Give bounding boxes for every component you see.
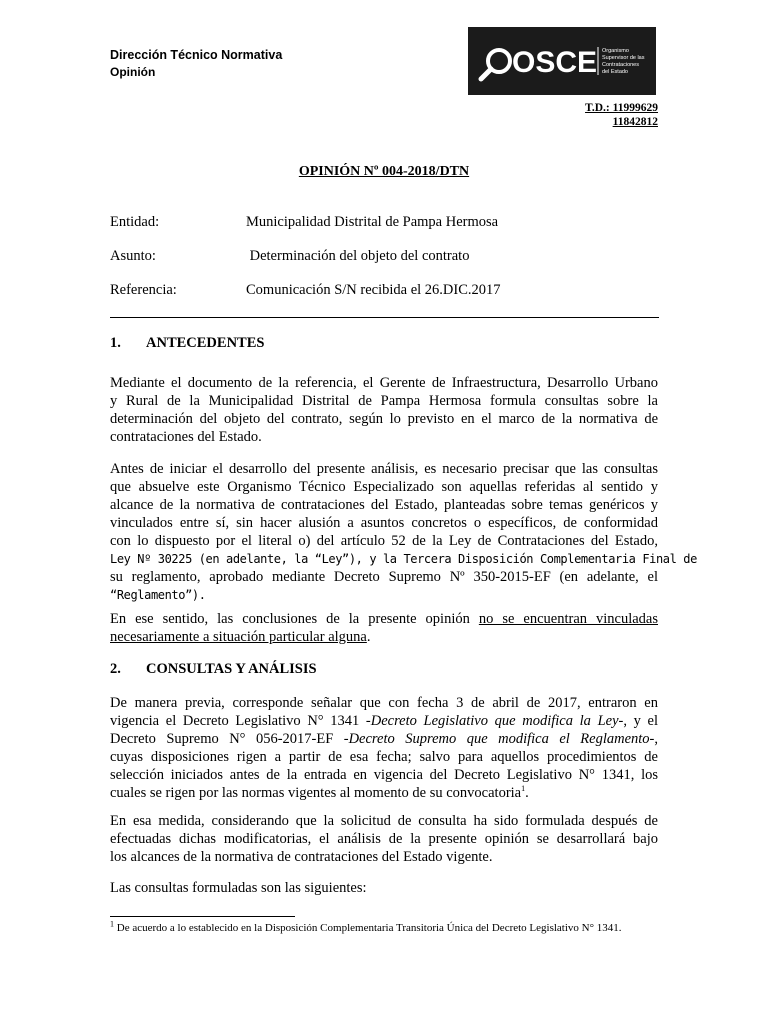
- italic-text: Decreto Supremo que modifica el Reglamento: [348, 731, 650, 747]
- meta-value: Municipalidad Distrital de Pampa Hermosa: [246, 214, 499, 230]
- section-heading-consultas: [110, 661, 317, 678]
- logo-brand: OSCE: [512, 46, 598, 79]
- magnifier-icon: [468, 27, 656, 95]
- meta-value: Comunicación S/N recibida el 26.DIC.2017: [246, 282, 501, 298]
- text-line: “Reglamento”).: [110, 588, 206, 602]
- text-line: efectuadas dichas modificatorias, el análisis de la presente opinión se desarrollará bajo: [110, 831, 658, 847]
- text-line: [110, 628, 658, 646]
- text-run: En ese sentido, las conclusiones de la presente opinión: [110, 611, 479, 627]
- text-line: Antes de iniciar el desarrollo del presente análisis, es necesario precisar que las consultas: [110, 461, 658, 477]
- footnote-text: De acuerdo a lo establecido en la Disposición Complementaria Transitoria Única del Decreto Legislativo N° 1341.: [114, 922, 622, 934]
- text-run: Decreto Supremo N° 056-2017-EF -: [110, 731, 349, 747]
- department-name: Dirección Técnico Normativa: [110, 48, 283, 62]
- text-line: Ley Nº 30225 (en adelante, la “Ley”), y la Tercera Disposición Complementaria Final de: [110, 552, 697, 566]
- meta-label: Asunto:: [110, 248, 156, 264]
- osce-logo: [468, 27, 656, 95]
- paragraph-1: [110, 374, 658, 446]
- underlined-text: necesariamente a situación particular alguna: [110, 629, 367, 645]
- text-line: alcance de la normativa de contrataciones del Estado, planteadas sobre temas genéricos y: [110, 497, 658, 513]
- text-line: determinación del objeto del contrato, según lo previsto en el marco de la normativa de: [110, 411, 658, 427]
- text-run: -,: [649, 731, 658, 747]
- td-reference: [585, 101, 658, 129]
- footnote-ref[interactable]: 1: [521, 784, 526, 794]
- section-heading-antecedentes: [110, 335, 264, 352]
- text-line: y Rural de la Municipalidad Distrital de Pampa Hermosa formula consultas sobre la: [110, 393, 658, 409]
- td-second-number: 11842812: [612, 116, 658, 128]
- text-run: cuales se rigen por las normas vigentes al momento de su convocatoria: [110, 785, 522, 801]
- text-run: .: [366, 629, 371, 645]
- text-line: [110, 712, 658, 730]
- section-number: 1.: [110, 335, 121, 351]
- text-line: [110, 730, 658, 748]
- section-title: CONSULTAS Y ANÁLISIS: [146, 661, 317, 677]
- td-number: T.D.: 11999629: [585, 102, 658, 114]
- meta-value: Determinación del objeto del contrato: [246, 248, 470, 264]
- footnote: [110, 919, 622, 934]
- header-department-block: [110, 47, 282, 81]
- text-line: Las consultas formuladas son las siguientes:: [110, 880, 367, 896]
- text-run: vigencia el Decreto Legislativo N° 1341 -: [110, 713, 371, 729]
- text-line: con lo dispuesto por el literal o) del artículo 52 de la Ley de Contrataciones del Estado,: [110, 533, 658, 549]
- text-line: [110, 610, 658, 628]
- text-line: cuyas disposiciones rigen a partir de esa fecha; salvo para aquellos procedimientos de: [110, 749, 658, 765]
- underlined-text: no se encuentran vinculadas: [478, 611, 659, 627]
- text-line: Mediante el documento de la referencia, el Gerente de Infraestructura, Desarrollo Urbano: [110, 375, 658, 391]
- section-title: ANTECEDENTES: [146, 335, 265, 351]
- header-divider: [110, 317, 659, 318]
- logo-tagline-3: Contrataciones: [602, 62, 639, 68]
- doc-type: Opinión: [110, 65, 156, 79]
- footnote-divider: [110, 916, 295, 917]
- logo-tagline-4: del Estado: [602, 69, 628, 75]
- text-line: vinculados entre sí, sin hacer alusión a asuntos concretos o específicos, de conformidad: [110, 515, 658, 531]
- logo-tagline-2: Supervisor de las: [602, 55, 645, 61]
- opinion-title: OPINIÓN Nº 004-2018/DTN: [298, 164, 470, 179]
- footnote-mark: 1: [110, 919, 114, 929]
- section-number: 2.: [110, 661, 121, 677]
- text-line: que absuelve este Organismo Técnico Especializado son aquellas referidas al sentido y: [110, 479, 658, 495]
- paragraph-4: [110, 694, 658, 802]
- paragraph-2: [110, 460, 697, 604]
- text-run: .: [525, 785, 529, 801]
- text-line: De manera previa, corresponde señalar que con fecha 3 de abril de 2017, entraron en: [110, 695, 658, 711]
- text-line: selección iniciados antes de la entrada en vigencia del Decreto Legislativo N° 1341, los: [110, 767, 658, 783]
- italic-text: Decreto Legislativo que modifica la Ley: [370, 713, 619, 729]
- paragraph-5: [110, 812, 658, 866]
- text-run: -, y el: [618, 713, 658, 729]
- meta-label: Entidad:: [110, 214, 160, 230]
- text-line: contrataciones del Estado.: [110, 429, 262, 445]
- paragraph-6: [110, 879, 658, 897]
- logo-tagline-1: Organismo: [602, 48, 629, 54]
- paragraph-3: [110, 610, 658, 646]
- text-line: En esa medida, considerando que la solicitud de consulta ha sido formulada después de: [110, 813, 658, 829]
- text-line: los alcances de la normativa de contrataciones del Estado vigente.: [110, 849, 493, 865]
- text-line: [110, 784, 658, 802]
- text-line: su reglamento, aprobado mediante Decreto Supremo Nº 350-2015-EF (en adelante, el: [110, 569, 658, 585]
- meta-label: Referencia:: [110, 282, 177, 298]
